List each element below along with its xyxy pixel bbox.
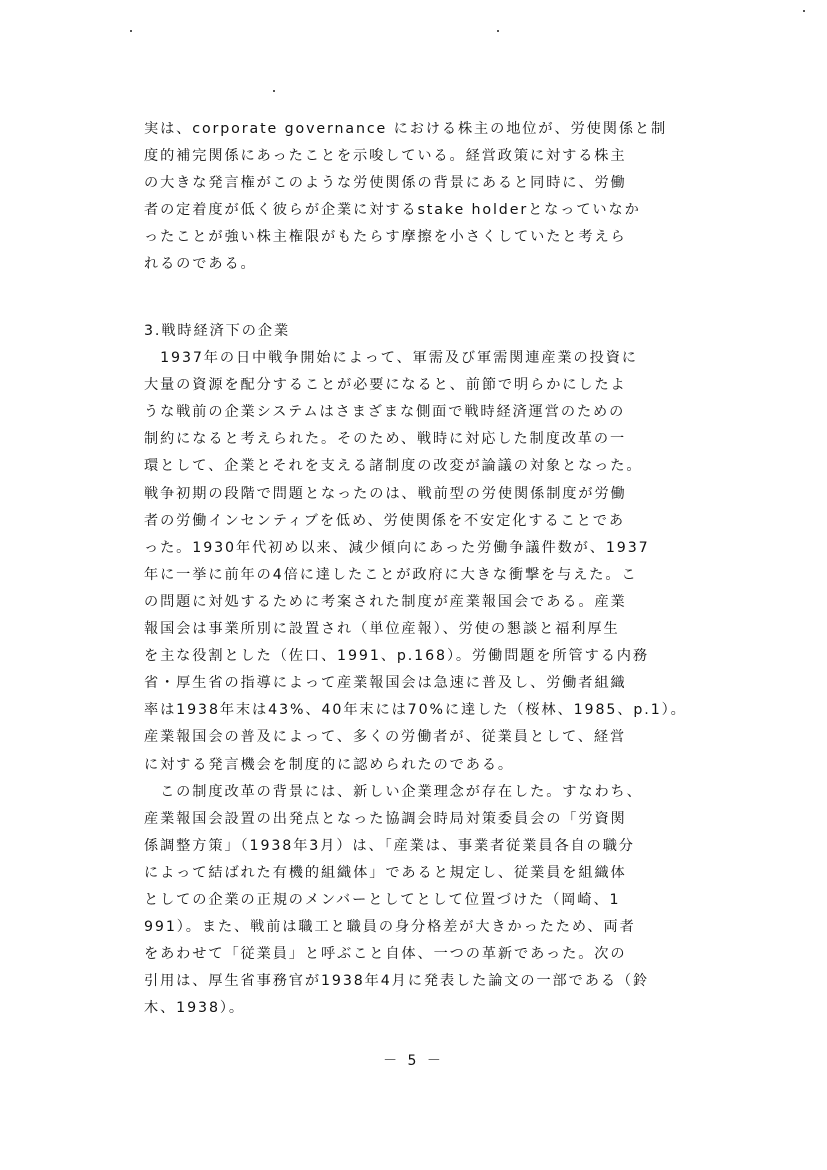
page-number: － 5 － xyxy=(383,1053,444,1069)
text-line: の問題に対処するために考案された制度が産業報国会である。産業 xyxy=(144,593,627,610)
text-line: 係調整方策」（1938年3月）は、「産業は、事業者従業員各自の職分 xyxy=(144,837,635,854)
text-line: ったことが強い株主権限がもたらす摩擦を小さくしていたと考えら xyxy=(144,229,627,246)
text-line: によって結ばれた有機的組織体」であると規定し、従業員を組織体 xyxy=(144,864,627,881)
text-line: 率は1938年末は43%、40年末には70%に達した（桜林、1985、p.1）。 xyxy=(144,702,687,719)
text-line: 1937年の日中戦争開始によって、軍需及び軍需関連産業の投資に xyxy=(144,350,638,367)
text-line: 年に一挙に前年の4倍に達したことが政府に大きな衝撃を与えた。こ xyxy=(144,566,638,583)
text-line: 木、1938）。 xyxy=(144,1000,245,1017)
text-line: 省・厚生省の指導によって産業報国会は急速に普及し、労働者組織 xyxy=(144,675,627,692)
intro-paragraph xyxy=(144,116,704,279)
text-line: としての企業の正規のメンバーとしてとして位置づけた（岡崎、1 xyxy=(144,891,621,908)
body-paragraph-3 xyxy=(144,779,704,1023)
text-line: 環として、企業とそれを支える諸制度の改変が論議の対象となった。 xyxy=(144,458,643,475)
section-3 xyxy=(144,318,704,1022)
body-paragraph-2 xyxy=(144,345,704,779)
text-line: 者の定着度が低く彼らが企業に対するstake holderとなっていなか xyxy=(144,202,641,219)
text-line: れるのである。 xyxy=(144,256,257,273)
text-line: を主な役割とした（佐口、1991、p.168）。労働問題を所管する内務 xyxy=(144,648,649,665)
scan-speck xyxy=(273,90,275,92)
section-heading: 3.戦時経済下の企業 xyxy=(144,323,291,339)
scan-speck xyxy=(130,30,132,32)
text-line: うな戦前の企業システムはさまざまな側面で戦時経済運営のための xyxy=(144,404,626,421)
text-line: の大きな発言権がこのような労使関係の背景にあると同時に、労働 xyxy=(144,175,627,192)
text-line: をあわせて「従業員」と呼ぶこと自体、一つの革新であった。次の xyxy=(144,946,627,963)
text-line: 産業報国会設置の出発点となった協調会時局対策委員会の「労資関 xyxy=(144,810,627,827)
text-line: に対する発言機会を制度的に認められたのである。 xyxy=(144,756,515,773)
text-line: 度的補完関係にあったことを示唆している。経営政策に対する株主 xyxy=(144,148,627,165)
text-line: 大量の資源を配分することが必要になると、前節で明らかにしたよ xyxy=(144,377,627,394)
text-line: 991）。また、戦前は職工と職員の身分格差が大きかったため、両者 xyxy=(144,919,636,936)
scan-speck xyxy=(497,30,499,32)
text-line: 産業報国会の普及によって、多くの労働者が、従業員として、経営 xyxy=(144,729,627,746)
text-line: 戦争初期の段階で問題となったのは、戦前型の労使関係制度が労働 xyxy=(144,485,627,502)
text-line: 引用は、厚生省事務官が1938年4月に発表した論文の一部である（鈴 xyxy=(144,973,650,990)
text-line: 制約になると考えられた。そのため、戦時に対応した制度改革の一 xyxy=(144,431,627,448)
text-line: この制度改革の背景には、新しい企業理念が存在した。すなわち、 xyxy=(144,783,643,800)
text-line: 実は、corporate governance における株主の地位が、労使関係と制 xyxy=(144,121,668,137)
scan-speck xyxy=(803,10,805,12)
text-line: った。1930年代初め以来、減少傾向にあった労働争議件数が、1937 xyxy=(144,539,650,556)
text-line: 者の労働インセンティブを低め、労使関係を不安定化することであ xyxy=(144,512,625,529)
text-line: 報国会は事業所別に設置され（単位産報）、労使の懇談と福利厚生 xyxy=(144,621,620,638)
